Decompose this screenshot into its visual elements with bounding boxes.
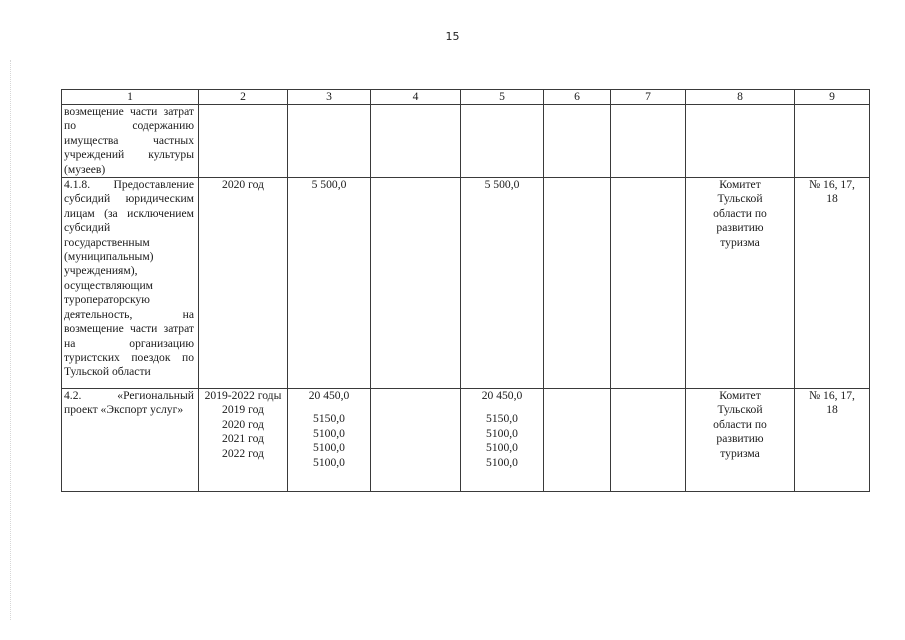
extrabudget-funding-cell xyxy=(611,178,686,389)
municipal-funding-cell xyxy=(544,389,611,492)
table-row xyxy=(62,178,870,389)
col-header-6: 6 xyxy=(544,90,611,105)
period-total: 2019-2022 годы xyxy=(204,389,282,403)
executor-cell: Комитет Тульской области по развитию туризма xyxy=(686,178,795,389)
measure-name-cell: 4.1.8. Предоставление субсидий юридическим лицам (за исключением субсидий государственным (муниципальным) учреждениям), осуществляющим туроператорскую деятельность, на возмещение части затрат на организацию туристских поездок по Тульской области xyxy=(62,178,199,389)
col-header-8: 8 xyxy=(686,90,795,105)
period-year: 2019 год xyxy=(222,403,264,417)
col-header-5: 5 xyxy=(461,90,544,105)
table-row xyxy=(62,105,870,178)
period-cell xyxy=(199,178,288,389)
indicators-cell: № 16, 17, 18 xyxy=(795,389,870,492)
col-header-2: 2 xyxy=(199,90,288,105)
spacer xyxy=(291,403,367,412)
period-year: 2021 год xyxy=(222,432,264,446)
regional-funding-cell xyxy=(461,105,544,178)
period-cell xyxy=(199,389,288,492)
period-cell xyxy=(199,105,288,178)
funding-total: 20 450,0 xyxy=(308,389,350,403)
funding-value: 5150,0 xyxy=(313,412,345,426)
measure-name-cell: возмещение части затрат по содержанию имущества частных учреждений культуры (музеев) xyxy=(62,105,199,178)
funding-value: 5100,0 xyxy=(486,426,518,440)
indicators-cell xyxy=(795,105,870,178)
program-table xyxy=(61,89,870,492)
period-year: 2022 год xyxy=(222,446,264,460)
funding-value: 5100,0 xyxy=(486,441,518,455)
col-header-9: 9 xyxy=(795,90,870,105)
total-funding-cell xyxy=(288,178,371,389)
federal-funding-cell xyxy=(371,389,461,492)
funding-value: 5 500,0 xyxy=(311,178,347,192)
regional-funding-cell xyxy=(461,178,544,389)
funding-value: 5100,0 xyxy=(313,455,345,469)
total-funding-cell xyxy=(288,105,371,178)
funding-value: 5100,0 xyxy=(313,441,345,455)
measure-name-cell: 4.2. «Региональный проект «Экспорт услуг» xyxy=(62,389,199,492)
total-funding-cell xyxy=(288,389,371,492)
header-row xyxy=(62,90,870,105)
period-year: 2020 год xyxy=(222,178,264,192)
page-number: 15 xyxy=(445,30,460,43)
regional-funding-cell xyxy=(461,389,544,492)
col-header-1: 1 xyxy=(62,90,199,105)
municipal-funding-cell xyxy=(544,105,611,178)
executor-cell: Комитет Тульской области по развитию туризма xyxy=(686,389,795,492)
funding-total: 20 450,0 xyxy=(481,389,523,403)
col-header-4: 4 xyxy=(371,90,461,105)
funding-value: 5 500,0 xyxy=(484,178,520,192)
extrabudget-funding-cell xyxy=(611,389,686,492)
funding-value: 5150,0 xyxy=(486,412,518,426)
indicators-cell: № 16, 17, 18 xyxy=(795,178,870,389)
col-header-3: 3 xyxy=(288,90,371,105)
col-header-7: 7 xyxy=(611,90,686,105)
table-row xyxy=(62,389,870,492)
extrabudget-funding-cell xyxy=(611,105,686,178)
spacer xyxy=(464,403,540,412)
federal-funding-cell xyxy=(371,105,461,178)
funding-value: 5100,0 xyxy=(486,455,518,469)
federal-funding-cell xyxy=(371,178,461,389)
municipal-funding-cell xyxy=(544,178,611,389)
period-year: 2020 год xyxy=(222,417,264,431)
scan-edge-artifact xyxy=(10,60,12,620)
funding-value: 5100,0 xyxy=(313,426,345,440)
executor-cell xyxy=(686,105,795,178)
